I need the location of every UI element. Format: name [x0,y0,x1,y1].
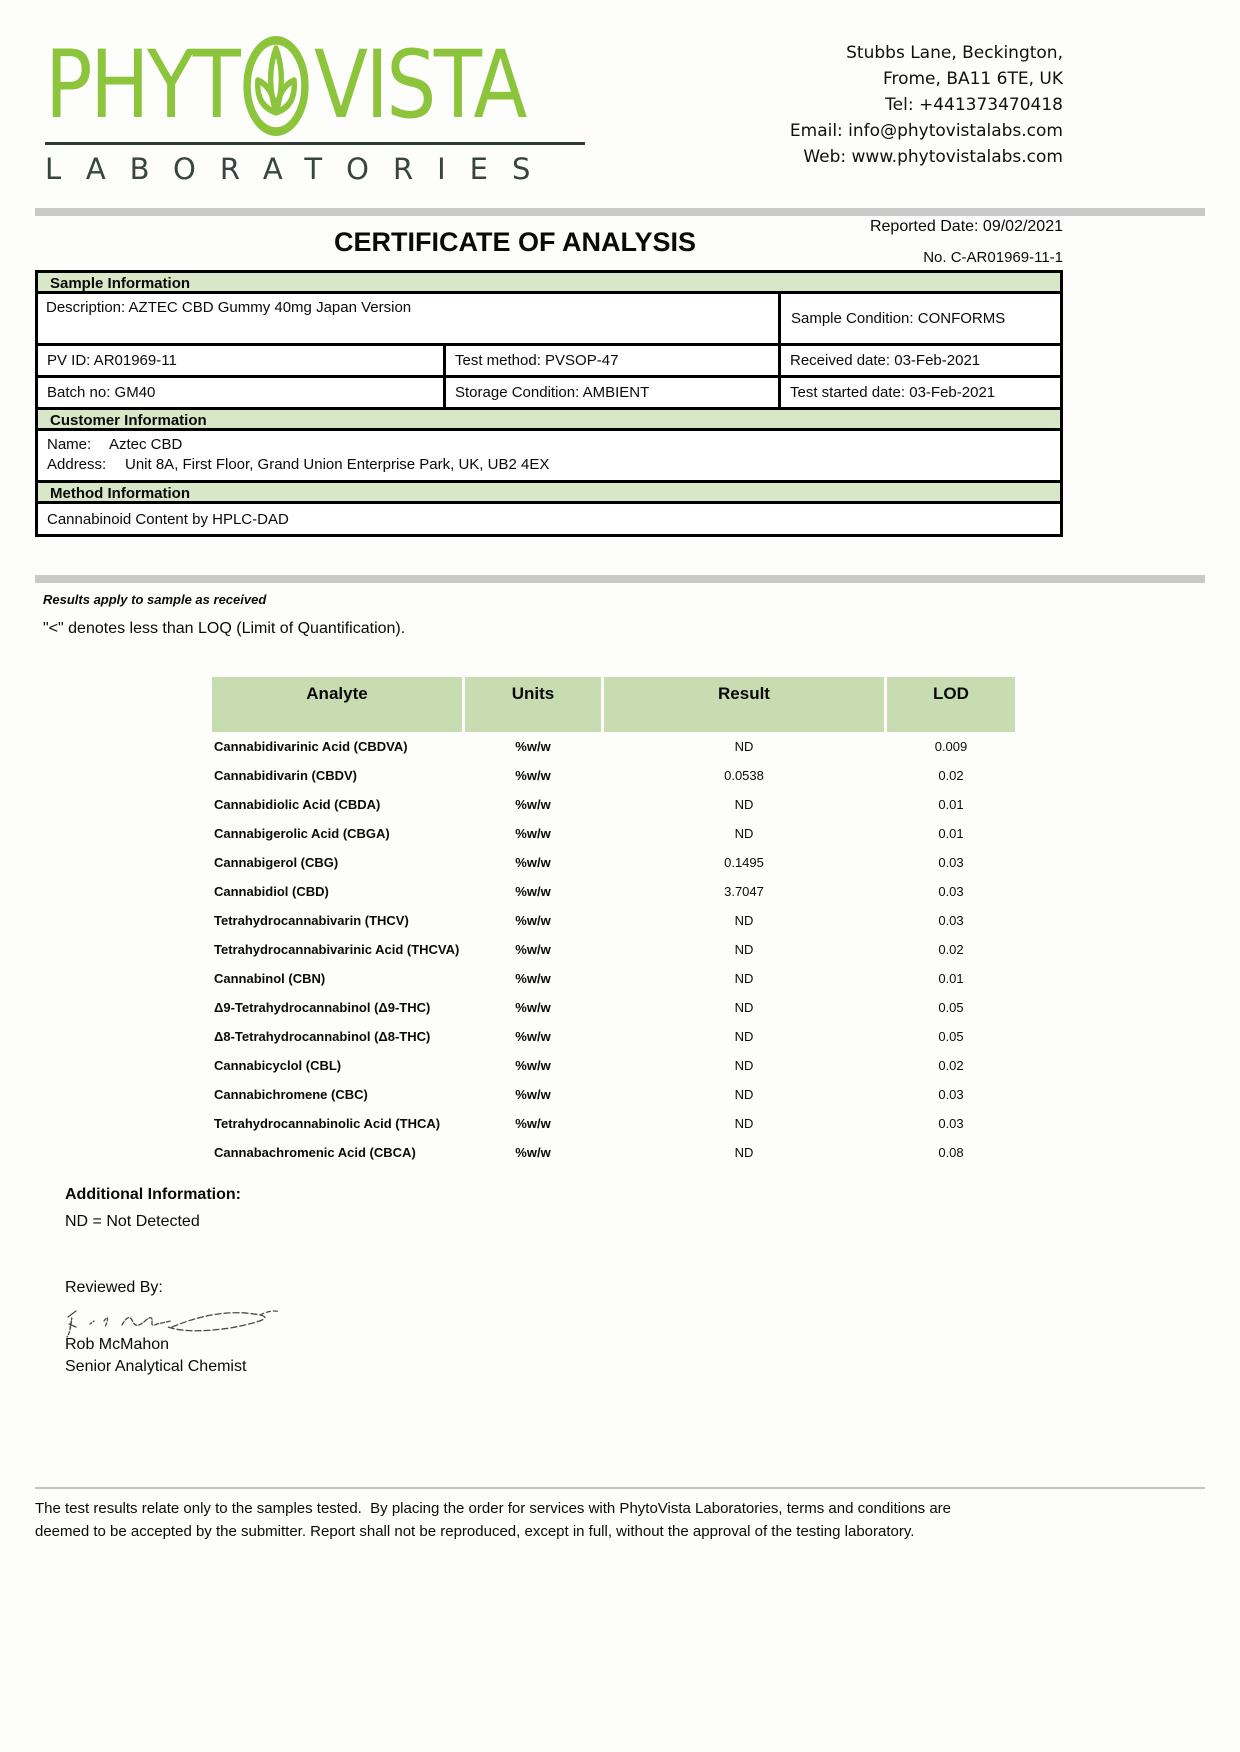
lod-value: 0.08 [938,1145,964,1160]
test-method-cell: Test method: PVSOP-47 [443,346,778,375]
additional-info-body: ND = Not Detected [65,1213,200,1230]
lod-value: 0.02 [938,942,964,957]
table-row [212,819,1015,848]
lod-value: 0.05 [938,1000,964,1015]
reported-date: Reported Date: 09/02/2021 [869,218,1063,235]
results-table-body [212,732,1015,1167]
result-value: ND [734,1145,754,1160]
result-value: 0.1495 [724,855,764,870]
lod-value: 0.009 [934,739,968,754]
header-divider-bar [35,208,1205,216]
column-header-result: Result [604,677,884,732]
units-value: %w/w [515,826,551,841]
units-value: %w/w [515,942,551,957]
analyte-name: Tetrahydrocannabivarinic Acid (THCVA) [214,942,460,957]
table-row [212,1051,1015,1080]
contact-block [790,40,1063,170]
loq-note: "<" denotes less than LOQ (Limit of Quantification). [43,620,406,637]
result-value: ND [734,739,754,754]
lod-value: 0.03 [938,884,964,899]
table-row [212,1138,1015,1167]
result-value: ND [734,826,754,841]
analyte-name: Cannabichromene (CBC) [214,1087,368,1102]
sample-information-heading: Sample Information [38,273,1060,294]
pv-id-cell: PV ID: AR01969-11 [47,352,177,369]
units-value: %w/w [515,1087,551,1102]
footer-disclaimer [35,1497,951,1543]
logo-subtitle: LABORATORIES [45,152,555,186]
result-value: ND [734,1087,754,1102]
results-table [212,677,1015,1167]
customer-address-value: Unit 8A, First Floor, Grand Union Enterprise Park, UK, UB2 4EX [125,456,550,473]
table-row [212,790,1015,819]
table-row [212,1080,1015,1109]
table-row [212,1022,1015,1051]
logo-wordmark [45,31,525,140]
customer-name [47,436,1051,453]
report-number: No. C-AR01969-11-1 [923,249,1063,266]
method-cell: Cannabinoid Content by HPLC-DAD [47,510,289,528]
analyte-name: Δ8-Tetrahydrocannabinol (Δ8-THC) [214,1029,431,1044]
logo-text-phyt: PHYT [45,31,239,140]
table-row [212,993,1015,1022]
reviewed-by-label: Reviewed By: [65,1279,163,1296]
units-value: %w/w [515,739,551,754]
result-value: ND [734,1029,754,1044]
contact-line: Email: info@phytovistalabs.com [789,121,1063,141]
lod-value: 0.01 [938,797,964,812]
customer-row [38,431,1060,483]
contact-line: Stubbs Lane, Beckington, [846,43,1063,63]
info-table [35,270,1063,537]
analyte-name: Cannabinol (CBN) [214,971,326,986]
customer-name-label: Name: [47,436,92,453]
units-value: %w/w [515,855,551,870]
table-row [212,935,1015,964]
result-value: ND [734,1116,754,1131]
test-started-date-cell: Test started date: 03-Feb-2021 [778,378,1060,407]
contact-line: Frome, BA11 6TE, UK [882,69,1063,89]
signature-image [60,1297,290,1339]
units-value: %w/w [515,1029,551,1044]
analyte-name: Δ9-Tetrahydrocannabinol (Δ9-THC) [214,1000,431,1015]
table-row [212,964,1015,993]
units-value: %w/w [515,971,551,986]
result-value: ND [734,1058,754,1073]
footer-text-line: The test results relate only to the samples tested. By placing the order for services with PhytoVista Laboratories, terms and conditions are [35,1500,952,1517]
description-row [38,294,1060,346]
results-note: Results apply to sample as received [43,592,267,607]
table-row [212,877,1015,906]
sample-condition-cell: Sample Condition: CONFORMS [778,294,1060,343]
lod-value: 0.02 [938,1058,964,1073]
footer-text-line: deemed to be accepted by the submitter. Report shall not be reproduced, except in full, without the approval of the testing laboratory. [35,1523,915,1540]
lod-value: 0.03 [938,855,964,870]
results-table-header [212,677,1015,732]
storage-condition-cell: Storage Condition: AMBIENT [443,378,778,407]
section-divider-bar [35,575,1205,583]
analyte-name: Cannabigerol (CBG) [214,855,339,870]
result-value: 0.0538 [724,768,764,783]
analyte-name: Cannabicyclol (CBL) [214,1058,342,1073]
units-value: %w/w [515,884,551,899]
table-row [212,848,1015,877]
units-value: %w/w [515,1000,551,1015]
units-value: %w/w [515,768,551,783]
table-row [212,906,1015,935]
lod-value: 0.01 [938,826,964,841]
analyte-name: Tetrahydrocannabivarin (THCV) [214,913,409,928]
analyte-name: Cannabidiol (CBD) [214,884,329,899]
units-value: %w/w [515,797,551,812]
customer-address [47,456,1051,473]
units-value: %w/w [515,1058,551,1073]
reviewer-name: Rob McMahon [65,1336,170,1353]
additional-info-heading: Additional Information: [65,1186,241,1203]
analyte-name: Tetrahydrocannabinolic Acid (THCA) [214,1116,441,1131]
contact-line: Tel: +441373470418 [885,95,1063,115]
analyte-name: Cannabigerolic Acid (CBGA) [214,826,390,841]
column-header-analyte: Analyte [212,677,462,732]
result-value: ND [734,971,754,986]
logo-text-vista: VISTA [313,31,525,140]
phytovista-logo [45,31,590,186]
result-value: ND [734,913,754,928]
logo-underline [45,142,585,145]
lod-value: 0.02 [938,768,964,783]
units-value: %w/w [515,1145,551,1160]
description-cell: Description: AZTEC CBD Gummy 40mg Japan Version [46,299,412,316]
method-information-heading: Method Information [38,483,1060,504]
contact-line: Web: www.phytovistalabs.com [803,147,1063,167]
table-row [212,732,1015,761]
customer-address-label: Address: [47,456,107,473]
column-header-lod: LOD [887,677,1015,732]
analyte-name: Cannabachromenic Acid (CBCA) [214,1145,416,1160]
lod-value: 0.03 [938,1087,964,1102]
leaf-icon [242,34,311,138]
customer-information-heading: Customer Information [38,410,1060,431]
customer-name-value: Aztec CBD [109,436,183,453]
lod-value: 0.03 [938,1116,964,1131]
units-value: %w/w [515,913,551,928]
result-value: ND [734,942,754,957]
units-value: %w/w [515,1116,551,1131]
analyte-name: Cannabidivarinic Acid (CBDVA) [214,739,408,754]
batch-row [38,378,1060,410]
footer-divider [35,1487,1205,1489]
reviewer-title: Senior Analytical Chemist [65,1358,247,1375]
analyte-name: Cannabidivarin (CBDV) [214,768,358,783]
pv-id-row [38,346,1060,378]
received-date-cell: Received date: 03-Feb-2021 [778,346,1060,375]
batch-no-cell: Batch no: GM40 [47,384,156,401]
analyte-name: Cannabidiolic Acid (CBDA) [214,797,381,812]
result-value: ND [734,1000,754,1015]
page-title: CERTIFICATE OF ANALYSIS [333,227,697,257]
lod-value: 0.03 [938,913,964,928]
lod-value: 0.01 [938,971,964,986]
column-header-units: Units [465,677,601,732]
result-value: ND [734,797,754,812]
table-row [212,761,1015,790]
table-row [212,1109,1015,1138]
lod-value: 0.05 [938,1029,964,1044]
result-value: 3.7047 [724,884,764,899]
